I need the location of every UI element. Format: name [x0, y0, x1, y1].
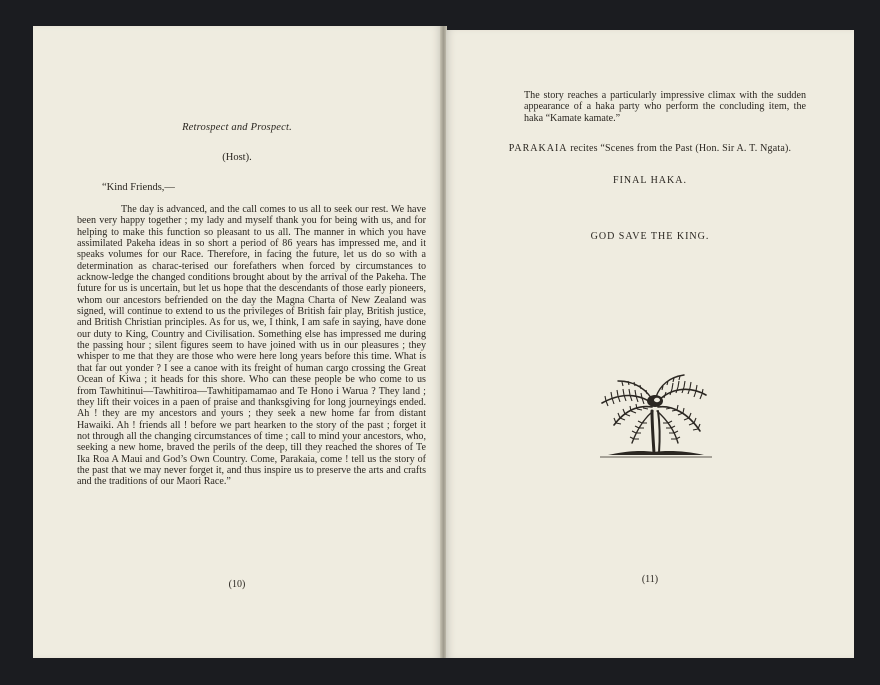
parakaia-name: PARAKAIA [508, 143, 568, 154]
salutation: “Kind Friends,— [102, 182, 175, 193]
page-number-right: (11) [641, 574, 659, 585]
page-number-left: (10) [228, 579, 246, 590]
speech-paragraph: The day is advanced, and the call comes to us all to seek our rest. We have been very happy together ; my lady and myself thank you for being with us, and for helping to make this function so pleasant to us all. The manner in which you have assimilated Pakeha ideas in so short a period of 86 years has impressed me, and it speaks volumes for our Race. Therefore, in facing the future, let us do so with a determination as charac-terised our forefathers when forced by circumstances to acknow-ledge the changed conditions brought about by the arrival of the Pakeha. The future for us is uncertain, but let us hope that the descendants of those early pioneers, whom our ancestors befriended on the day the Magna Charta of New Zealand was signed, will continue to extend to us the privileges of British fair play, British justice, and British Christian principles. As for us, we, I think, I am safe in saying, have done our duty to King, Country and Civilisation. Something else has impressed me during the passing hour ; silent figures seem to have joined with us in our pleasures ; they whisper to me that they are those who were here long years before this time. What is that far out yonder ? I see a canoe with its freight of human cargo crossing the Great Ocean of Kiwa ; it heads for this shore. Who can these people be who come to us from Tawhitinui—Tawhitiroa—Tawhitipamamao and Te Hono i Warua ? They land ; they lift their voices in a paen of praise and thanksgiving for long journeyings ended. Ah ! they are my ancestors and yours ; they seek a new home far from distant Hawaiki. Ah ! friends all ! before we part hearken to the story of the past ; forget it not through all the changing circumstances of time ; call to mind your ancestors, who, seeking a new home, braved the perils of the deep, till they reached the shores of Te Ika Roa A Maui and God’s Own Country. Come, Parakaia, come ! tell us the story of the past that we may never forget it, and thus inspire us to preserve the arts and crafts and the traditions of our Maori Race.” [77, 204, 426, 488]
god-save-the-king: GOD SAVE THE KING. [590, 231, 710, 242]
right-page [446, 30, 854, 658]
section-heading: Retrospect and Prospect. [182, 122, 292, 133]
parakaia-recital: recites “Scenes from the Past (Hon. Sir A. T. Ngata). [570, 143, 792, 154]
final-haka: FINAL HAKA. [613, 175, 687, 186]
host-label: (Host). [222, 152, 252, 163]
left-page [33, 26, 441, 658]
climax-paragraph: The story reaches a particularly impressive climax with the sudden appearance of a haka party who perform the concluding item, the haka “Kamate kamate.” [524, 90, 806, 124]
fern-tree-icon [596, 373, 716, 458]
parakaia-line [446, 143, 854, 154]
